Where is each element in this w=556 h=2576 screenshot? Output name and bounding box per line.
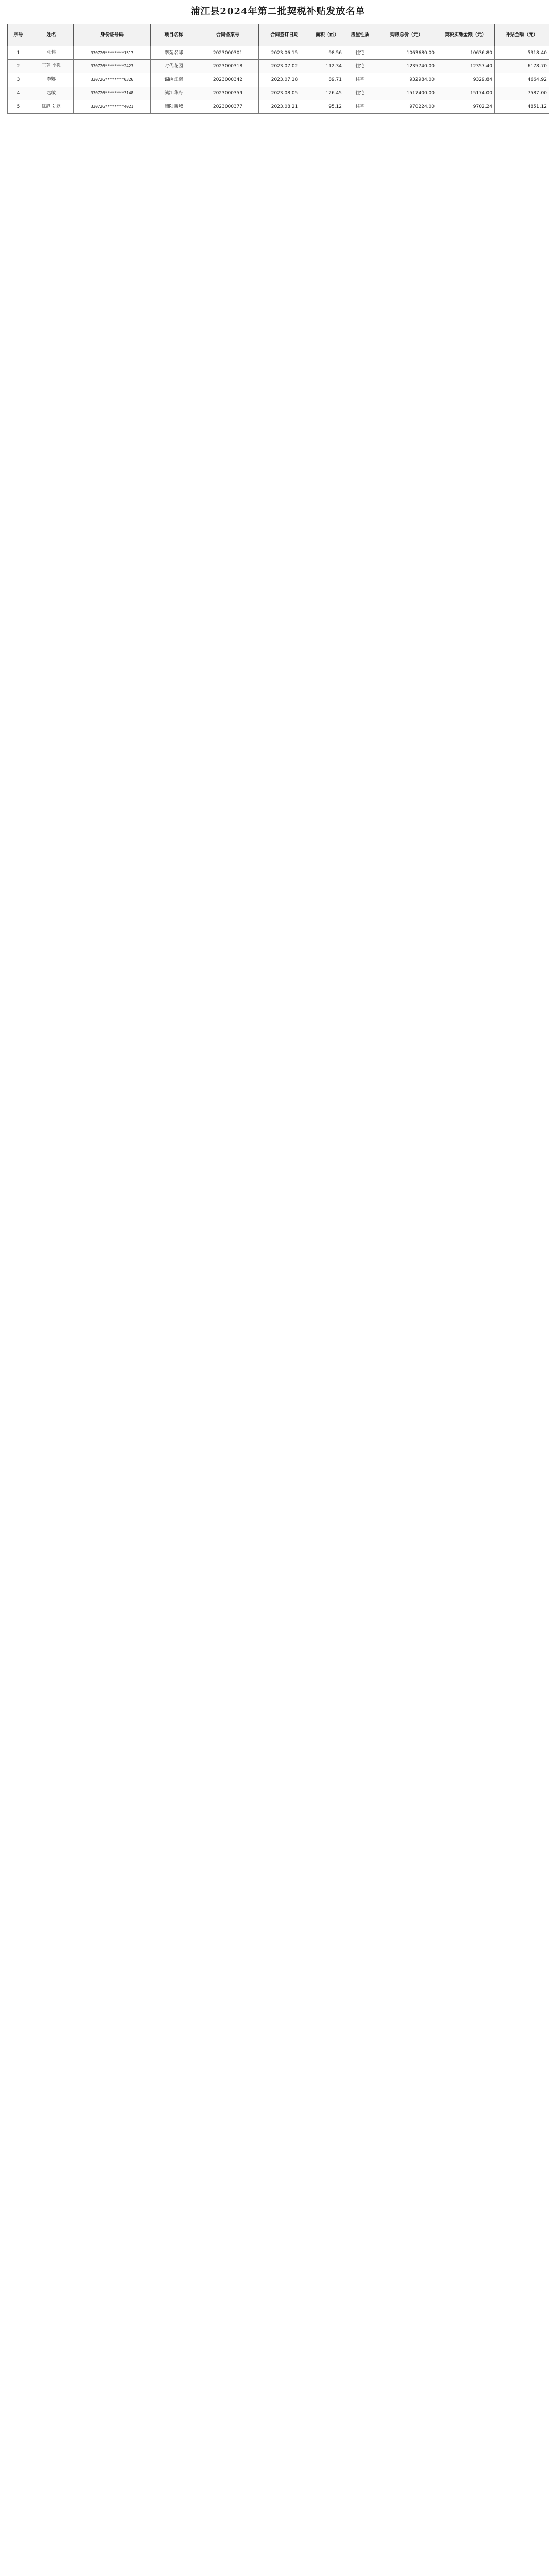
table-row: [8, 87, 549, 100]
deed-tax-amount: 9702.24: [437, 100, 495, 113]
house-type: 住宅: [344, 100, 376, 113]
contract-date: 2023.06.15: [259, 46, 310, 60]
contract-number: 2023000318: [197, 60, 259, 73]
id-number: 330726********4021: [74, 100, 151, 113]
contract-date: 2023.07.02: [259, 60, 310, 73]
floor-area: 126.45: [310, 87, 344, 100]
column-header: 补贴金额（元）: [495, 24, 549, 46]
id-number: 330726********0326: [74, 73, 151, 87]
house-type: 住宅: [344, 46, 376, 60]
deed-tax-amount: 15174.00: [437, 87, 495, 100]
column-header: 序号: [8, 24, 29, 46]
contract-date: 2023.08.05: [259, 87, 310, 100]
column-header: 房屋性质: [344, 24, 376, 46]
column-header: 契税实缴金额（元）: [437, 24, 495, 46]
id-number: 330726********1517: [74, 46, 151, 60]
row-number: 3: [8, 73, 29, 87]
applicant-name: 赵敏: [29, 87, 74, 100]
total-price: 970224.00: [376, 100, 437, 113]
subsidy-amount: 4664.92: [495, 73, 549, 87]
document-title: 浦江县2024年第二批契税补贴发放名单: [190, 6, 366, 17]
table-row: [8, 46, 549, 60]
deed-tax-amount: 12357.40: [437, 60, 495, 73]
floor-area: 89.71: [310, 73, 344, 87]
row-number: 5: [8, 100, 29, 113]
house-type: 住宅: [344, 87, 376, 100]
subsidy-table: [7, 24, 549, 114]
floor-area: 112.34: [310, 60, 344, 73]
column-header: 购房总价（元）: [376, 24, 437, 46]
deed-tax-amount: 10636.80: [437, 46, 495, 60]
contract-number: 2023000342: [197, 73, 259, 87]
subsidy-amount: 6178.70: [495, 60, 549, 73]
contract-number: 2023000377: [197, 100, 259, 113]
contract-date: 2023.07.18: [259, 73, 310, 87]
total-price: 1517400.00: [376, 87, 437, 100]
subsidy-amount: 5318.40: [495, 46, 549, 60]
total-price: 1063680.00: [376, 46, 437, 60]
column-header: 合同签订日期: [259, 24, 310, 46]
total-price: 1235740.00: [376, 60, 437, 73]
contract-date: 2023.08.21: [259, 100, 310, 113]
contract-number: 2023000301: [197, 46, 259, 60]
subsidy-amount: 7587.00: [495, 87, 549, 100]
applicant-name: 王芳 李强: [29, 60, 74, 73]
applicant-name: 李娜: [29, 73, 74, 87]
deed-tax-amount: 9329.84: [437, 73, 495, 87]
total-price: 932984.00: [376, 73, 437, 87]
column-header: 姓名: [29, 24, 74, 46]
column-header: 身份证号码: [74, 24, 151, 46]
project-name: 锦绣江南: [151, 73, 197, 87]
applicant-name: 陈静 刘磊: [29, 100, 74, 113]
table-body: [8, 46, 549, 114]
subsidy-amount: 4851.12: [495, 100, 549, 113]
table-row: [8, 60, 549, 73]
column-header: 合同备案号: [197, 24, 259, 46]
table-row: [8, 73, 549, 87]
column-header: 面积（㎡）: [310, 24, 344, 46]
id-number: 330726********2423: [74, 60, 151, 73]
applicant-name: 张伟: [29, 46, 74, 60]
project-name: 翠苑名邸: [151, 46, 197, 60]
column-header: 项目名称: [151, 24, 197, 46]
project-name: 浦阳新城: [151, 100, 197, 113]
row-number: 2: [8, 60, 29, 73]
floor-area: 95.12: [310, 100, 344, 113]
floor-area: 98.56: [310, 46, 344, 60]
id-number: 330726********3148: [74, 87, 151, 100]
table-header-row: [8, 24, 549, 46]
project-name: 滨江华府: [151, 87, 197, 100]
house-type: 住宅: [344, 60, 376, 73]
house-type: 住宅: [344, 73, 376, 87]
contract-number: 2023000359: [197, 87, 259, 100]
project-name: 时代花园: [151, 60, 197, 73]
row-number: 1: [8, 46, 29, 60]
table-row: [8, 100, 549, 113]
row-number: 4: [8, 87, 29, 100]
